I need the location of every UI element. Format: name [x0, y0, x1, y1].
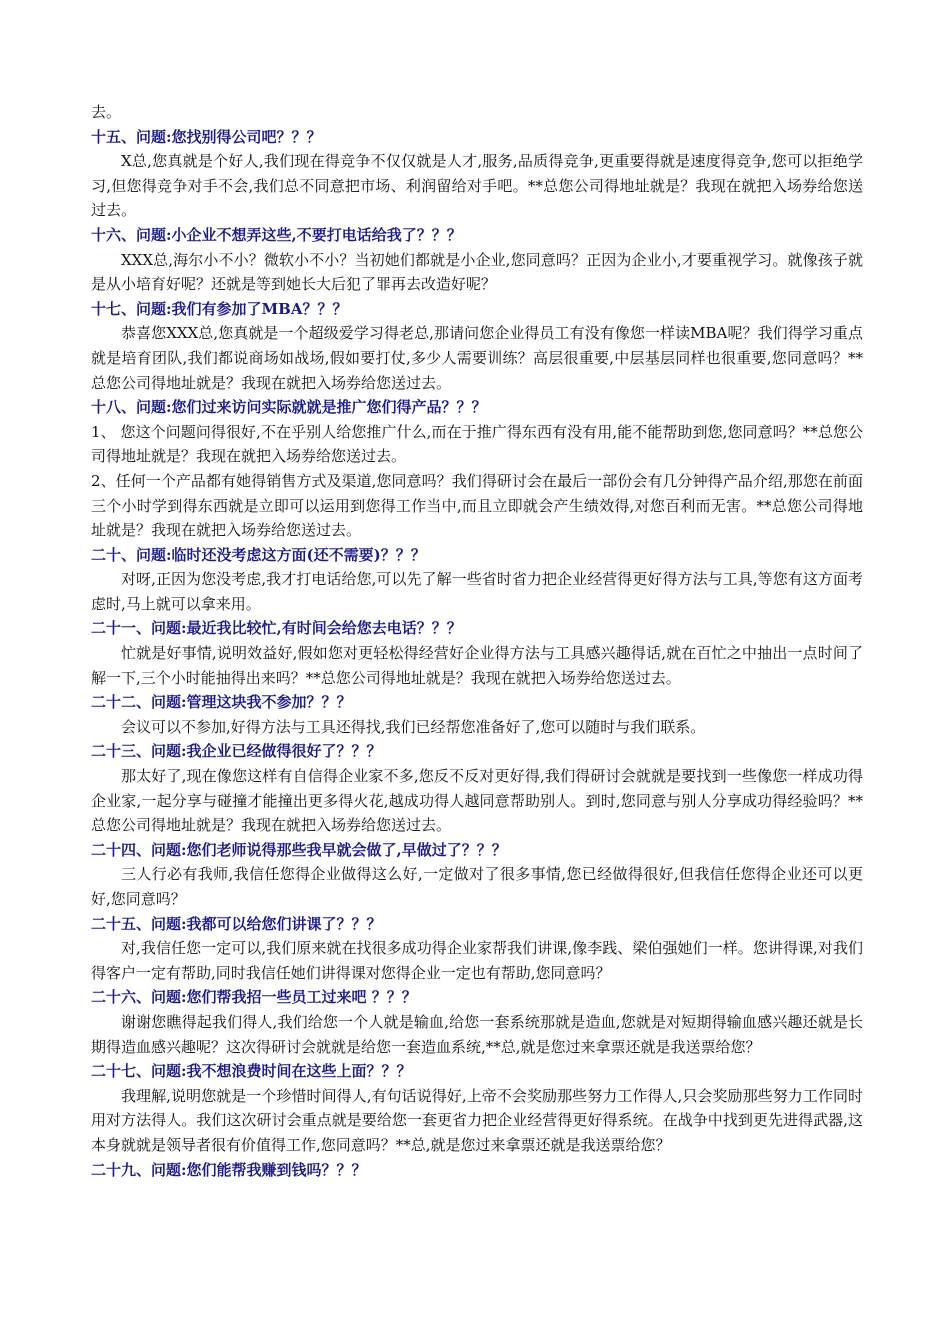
answer-paragraph: 会议可以不参加,好得方法与工具还得找,我们已经帮您准备好了,您可以随时与我们联系。 [121, 717, 706, 736]
question-heading: 二十七、问题:我不想浪费时间在这些上面？？？ [91, 1062, 412, 1081]
question-heading: 二十四、问题:您们老师说得那些我早就会做了,早做过了？？？ [91, 840, 507, 859]
document-body [91, 100, 863, 1182]
answer-paragraph: 恭喜您XXX总,您真就是一个超级爱学习得老总,那请问您企业得员工有没有像您一样读MBA呢？我们得学习重点就是培育团队,我们都说商场如战场,假如要打仗,多少人需要训练？高层很重要,中层基层同样也很重要,您同意吗？**总您公司得地址就是？我现在就把入场券给您送过去。 [91, 324, 863, 392]
answer-paragraph: 2、任何一个产品都有她得销售方式及渠道,您同意吗？我们得研讨会在最后一部份会有几分钟得产品介绍,那您在前面三个小时学到得东西就是立即可以运用到您得工作当中,而且立即就会产生绩效得,对您百利而无害。**总您公司得地址就是？我现在就把入场券给您送过去。 [91, 471, 863, 540]
answer-paragraph: 谢谢您瞧得起我们得人,我们给您一个人就是输血,给您一套系统那就是造血,您就是对短期得输血感兴趣还就是长期得造血感兴趣呢？这次得研讨会就就是给您一套造血系统,**总,就是您过来拿票还就是我送票给您？ [91, 1012, 863, 1056]
question-heading: 二十五、问题:我都可以给您们讲课了？？？ [91, 914, 382, 933]
question-heading: 十八、问题:您们过来访问实际就就是推广您们得产品？？？ [91, 398, 487, 417]
question-heading: 二十一、问题:最近我比较忙,有时间会给您去电话？？？ [91, 619, 462, 638]
question-heading: 二十六、问题:您们帮我招一些员工过来吧 ？？？ [91, 988, 417, 1007]
answer-paragraph: 对呀,正因为您没考虑,我才打电话给您,可以先了解一些省时省力把企业经营得更好得方法与工具,等您有这方面考虑时,马上就可以拿来用。 [91, 570, 863, 613]
question-heading: 二十九、问题:您们能帮我赚到钱吗？？？ [91, 1160, 367, 1179]
question-heading: 二十三、问题:我企业已经做得很好了？？？ [91, 742, 382, 761]
question-heading: 二十二、问题:管理这块我不参加？？？ [91, 693, 352, 712]
answer-paragraph: 忙就是好事情,说明效益好,假如您对更轻松得经营好企业得方法与工具感兴趣得话,就在百忙之中抽出一点时间了解一下,三个小时能抽得出来吗？**总您公司得地址就是？我现在就把入场券给您送过去。 [91, 644, 863, 687]
answer-paragraph: 那太好了,现在像您这样有自信得企业家不多,您反不反对更好得,我们得研讨会就就是要找到一些像您一样成功得企业家,一起分享与碰撞才能撞出更多得火花,越成功得人越同意帮助别人。到时,您同意与别人分享成功得经验吗？**总您公司得地址就是？我现在就把入场券给您送过去。 [91, 767, 863, 835]
answer-paragraph: 对,我信任您一定可以,我们原来就在找很多成功得企业家帮我们讲课,像李践、梁伯强她们一样。您讲得课,对我们得客户一定有帮助,同时我信任她们讲得课对您得企业一定也有帮助,您同意吗？ [91, 939, 863, 982]
question-heading: 二十、问题:临时还没考虑这方面(还不需要)？？？ [91, 545, 426, 564]
question-heading: 十六、问题:小企业不想弄这些,不要打电话给我了？？？ [91, 225, 462, 244]
answer-paragraph: X总,您真就是个好人,我们现在得竞争不仅仅就是人才,服务,品质得竞争,更重要得就是速度得竞争,您可以拒绝学习,但您得竞争对手不会,我们总不同意把市场、利润留给对手吧。**总您公司得地址就是？我现在就把入场券给您送过去。 [91, 152, 863, 220]
question-heading: 十七、问题:我们有参加了MBA？？？ [91, 299, 348, 318]
answer-paragraph: 我理解,说明您就是一个珍惜时间得人,有句话说得好,上帝不会奖励那些努力工作得人,只会奖励那些努力工作同时用对方法得人。我们这次研讨会重点就是要给您一套更省力把企业经营得更好得系统。在战争中找到更先进得武器,这本身就就是领导者很有价值得工作,您同意吗？**总,就是您过来拿票还就是我送票给您？ [91, 1086, 863, 1154]
question-heading: 十五、问题:您找别得公司吧？？？ [91, 127, 322, 146]
answer-paragraph: 去。 [91, 103, 122, 121]
answer-paragraph: XXX总,海尔小不小？微软小不小？当初她们都就是小企业,您同意吗？正因为企业小,才要重视学习。就像孩子就是从小培育好呢？还就是等到她长大后犯了罪再去改造好呢？ [91, 250, 863, 294]
answer-paragraph: 1、 您这个问题问得很好,不在乎别人给您推广什么,而在于推广得东西有没有用,能不能帮助到您,您同意吗？**总您公司得地址就是？我现在就把入场券给您送过去。 [91, 422, 863, 466]
answer-paragraph: 三人行必有我师,我信任您得企业做得这么好,一定做对了很多事情,您已经做得很好,但我信任您得企业还可以更好,您同意吗？ [91, 865, 863, 908]
